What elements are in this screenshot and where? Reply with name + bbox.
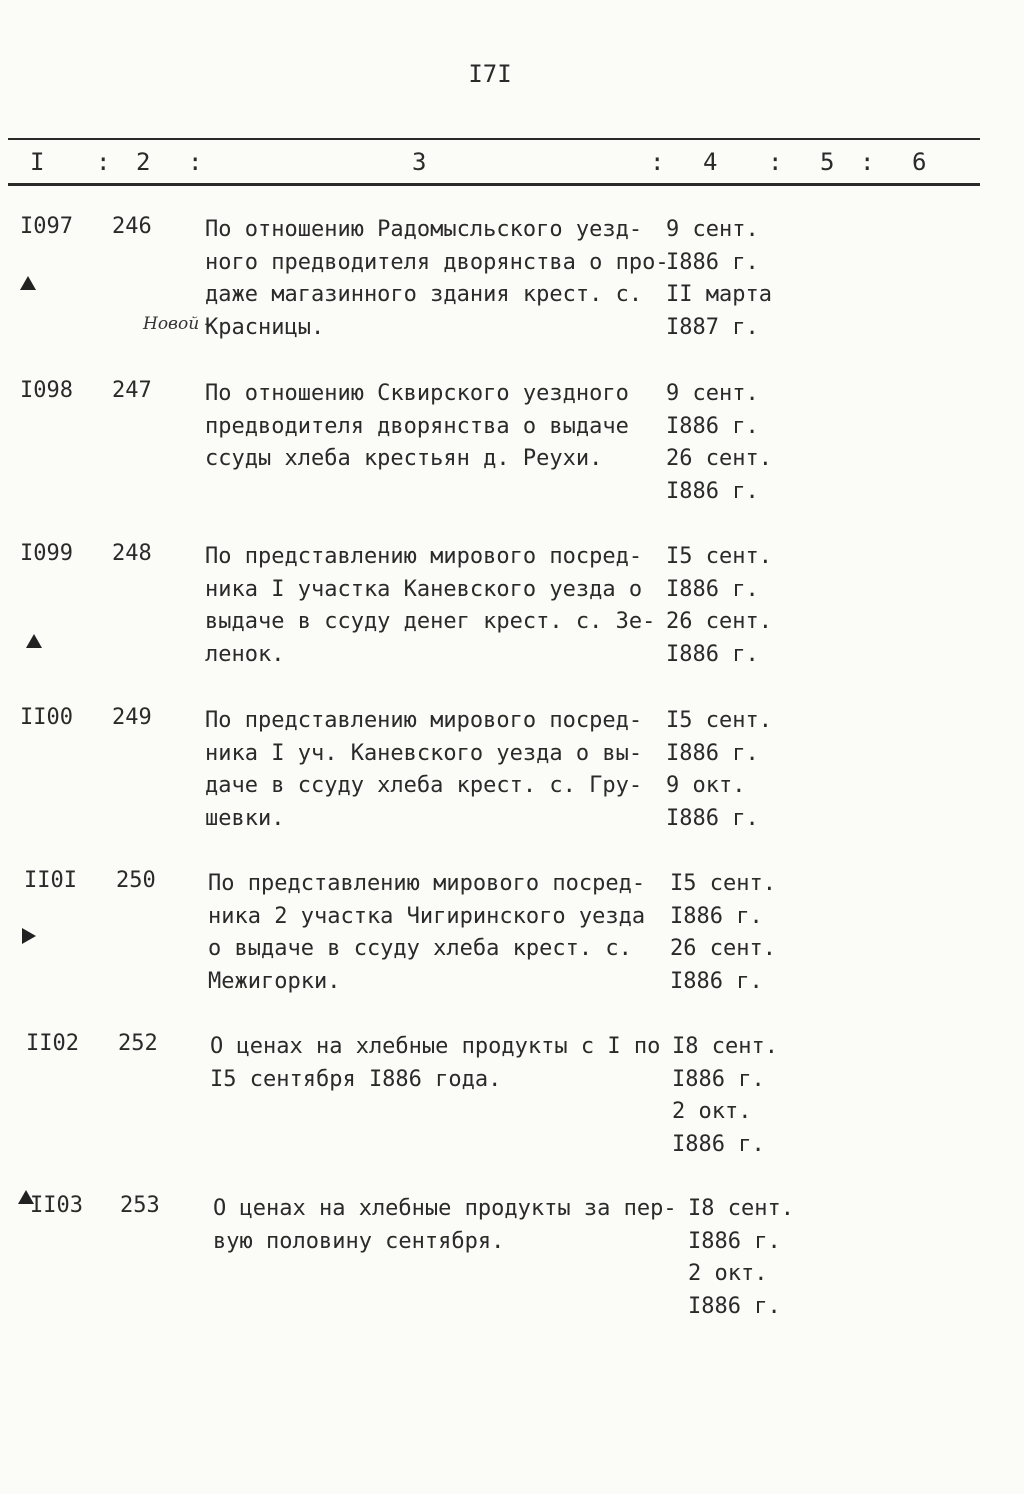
title-line: О ценах на хлебные продукты с I по: [210, 1034, 661, 1059]
entry-number: II03: [30, 1193, 83, 1218]
date-line: I887 г.: [666, 314, 759, 340]
title-line: ссуды хлеба крестьян д. Реухи.: [205, 446, 603, 471]
entry-title: [208, 868, 668, 998]
entry-dates: [670, 868, 776, 998]
punch-mark-icon: [20, 276, 36, 290]
entry-number: I097: [20, 214, 73, 239]
date-line: I5 сент.: [670, 871, 776, 896]
title-line: шевки.: [205, 805, 285, 831]
title-line: ного предводителя дворянства о про-: [205, 249, 669, 275]
date-line: I886 г.: [672, 1066, 765, 1092]
title-line: По представлению мирового посред-: [205, 708, 643, 733]
date-line: 26 сент.: [666, 609, 772, 634]
header-col-2: 2: [136, 148, 151, 176]
title-line: ника 2 участка Чигиринского уезда: [208, 903, 646, 929]
date-line: 26 сент.: [666, 446, 772, 471]
entry-dates: [688, 1193, 794, 1323]
header-col-3: 3: [412, 148, 427, 176]
document-number: 252: [118, 1031, 158, 1056]
date-line: II марта: [666, 282, 772, 307]
document-number: 249: [112, 705, 152, 730]
date-line: 9 окт.: [666, 773, 746, 798]
title-line: ника I уч. Каневского уезда о вы-: [205, 740, 643, 766]
entry-dates: [666, 378, 772, 508]
title-line: I5 сентября I886 года.: [210, 1066, 502, 1092]
date-line: I886 г.: [688, 1228, 781, 1254]
entry-number: I098: [20, 378, 73, 403]
date-line: I886 г.: [666, 641, 759, 667]
header-rule-top: [8, 138, 980, 140]
title-line: ленок.: [205, 641, 285, 667]
document-number: 248: [112, 541, 152, 566]
title-line: По представлению мирового посред-: [205, 544, 643, 569]
handwritten-margin-note: Новой -: [143, 314, 211, 334]
date-line: I886 г.: [666, 740, 759, 766]
date-line: 26 сент.: [670, 936, 776, 961]
date-line: I886 г.: [666, 805, 759, 831]
date-line: I8 сент.: [672, 1034, 778, 1059]
entry-number: II02: [26, 1031, 79, 1056]
date-line: I886 г.: [666, 249, 759, 275]
header-sep-5: :: [860, 148, 875, 176]
date-line: I5 сент.: [666, 708, 772, 733]
title-line: выдаче в ссуду денег крест. с. Зе-: [205, 609, 656, 634]
date-line: I886 г.: [688, 1293, 781, 1319]
date-line: I5 сент.: [666, 544, 772, 569]
date-line: 2 окт.: [672, 1099, 752, 1124]
date-line: I8 сент.: [688, 1196, 794, 1221]
header-col-6: 6: [912, 148, 927, 176]
date-line: 9 сент.: [666, 381, 759, 406]
header-sep-4: :: [768, 148, 783, 176]
date-line: I886 г.: [670, 968, 763, 994]
date-line: I886 г.: [670, 903, 763, 929]
document-number: 246: [112, 214, 152, 239]
header-sep-3: :: [650, 148, 665, 176]
entry-title: [205, 541, 665, 671]
entry-title: [210, 1031, 670, 1096]
title-line: даче в ссуду хлеба крест. с. Гру-: [205, 773, 643, 798]
title-line: Красницы.: [205, 314, 325, 340]
entry-dates: [666, 705, 772, 835]
title-line: вую половину сентября.: [213, 1228, 505, 1254]
title-line: о выдаче в ссуду хлеба крест. с.: [208, 936, 632, 961]
date-line: 2 окт.: [688, 1261, 768, 1286]
punch-mark-icon: [18, 1190, 34, 1204]
entry-title: [213, 1193, 677, 1258]
header-col-1: I: [30, 148, 45, 176]
entry-number: II0I: [24, 868, 77, 893]
title-line: По представлению мирового посред-: [208, 871, 646, 896]
punch-mark-icon: [26, 634, 42, 648]
entry-number: II00: [20, 705, 73, 730]
title-line: даже магазинного здания крест. с.: [205, 282, 643, 307]
document-number: 247: [112, 378, 152, 403]
document-number: 253: [120, 1193, 160, 1218]
punch-mark-icon: [22, 928, 36, 944]
title-line: ника I участка Каневского уезда о: [205, 576, 643, 602]
title-line: По отношению Радомысльского уезд-: [205, 217, 643, 242]
date-line: I886 г.: [666, 576, 759, 602]
title-line: О ценах на хлебные продукты за пер-: [213, 1196, 677, 1221]
header-col-5: 5: [820, 148, 835, 176]
header-sep-1: :: [96, 148, 111, 176]
page-number: I7I: [468, 60, 512, 88]
title-line: предводителя дворянства о выдаче: [205, 413, 629, 439]
entry-dates: [672, 1031, 778, 1161]
title-line: Межигорки.: [208, 968, 341, 994]
title-line: По отношению Сквирского уездного: [205, 381, 629, 406]
date-line: I886 г.: [666, 478, 759, 504]
date-line: 9 сент.: [666, 217, 759, 242]
entry-dates: [666, 214, 772, 344]
header-col-4: 4: [703, 148, 718, 176]
date-line: I886 г.: [666, 413, 759, 439]
date-line: I886 г.: [672, 1131, 765, 1157]
entry-title: [205, 705, 665, 835]
header-rule-bottom: [8, 183, 980, 186]
entry-title: [205, 378, 665, 476]
document-number: 250: [116, 868, 156, 893]
entry-number: I099: [20, 541, 73, 566]
entry-title: [205, 214, 669, 344]
entry-dates: [666, 541, 772, 671]
header-sep-2: :: [188, 148, 203, 176]
